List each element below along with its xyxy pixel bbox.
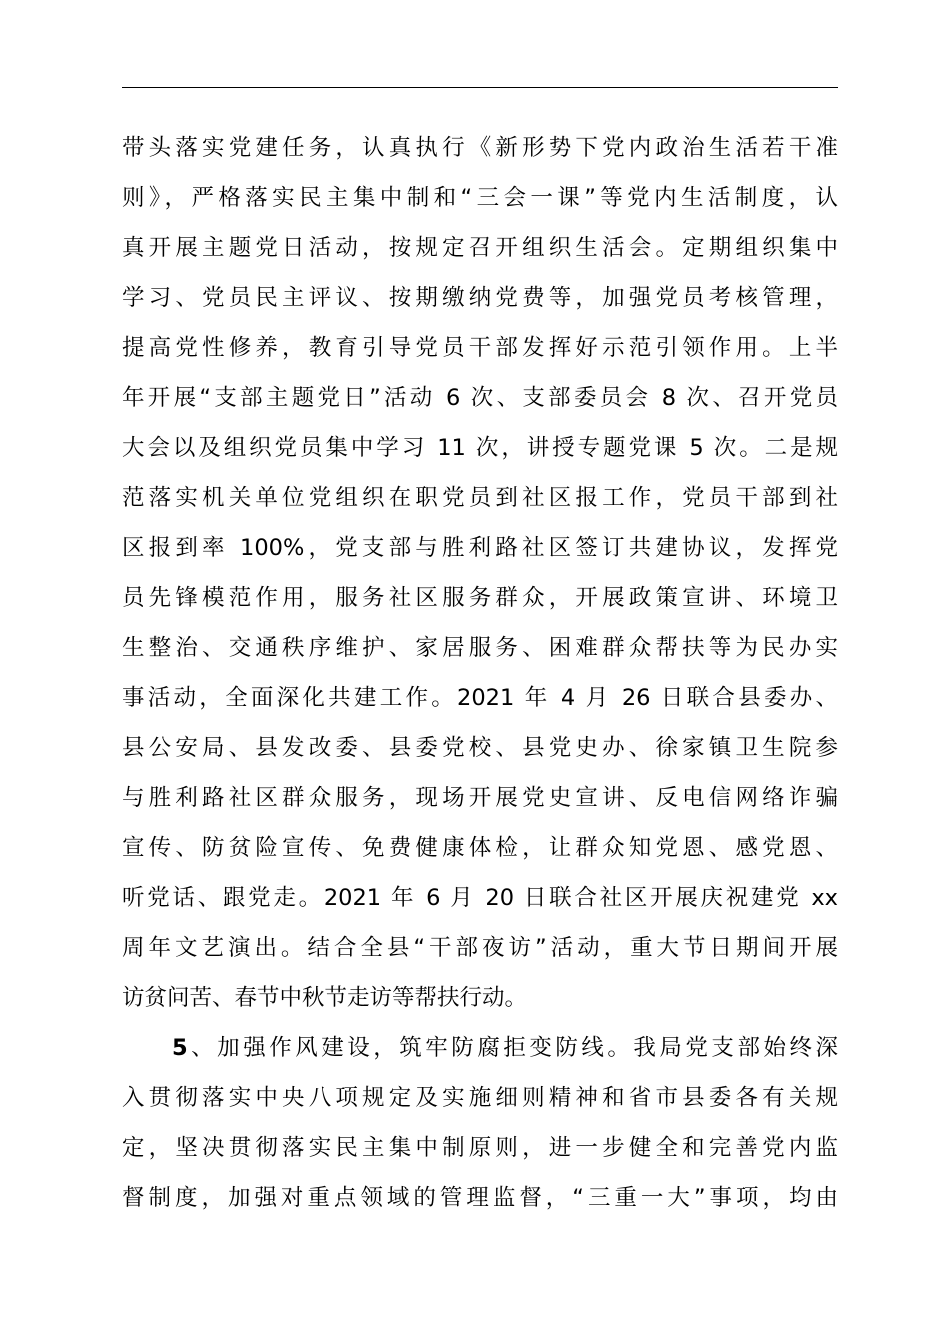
text-line: 县公安局、县发改委、县委党校、县党史办、徐家镇卫生院参 (122, 735, 838, 761)
text-line: 员先锋模范作用，服务社区服务群众，开展政策宣讲、环境卫 (122, 585, 838, 611)
body-text (122, 123, 838, 1223)
text-line: 定，坚决贯彻落实民主集中制原则，进一步健全和完善党内监 (122, 1135, 838, 1161)
text-line: 则》，严格落实民主集中制和“三会一课”等党内生活制度，认 (122, 185, 838, 211)
text-line: 宣传、防贫险宣传、免费健康体检，让群众知党恩、感党恩、 (122, 835, 838, 861)
text-line: 与胜利路社区群众服务，现场开展党史宣讲、反电信网络诈骗 (122, 785, 838, 811)
paragraph-1 (122, 123, 838, 1023)
text-line: 年开展“支部主题党日”活动 6 次、支部委员会 8 次、召开党员 (122, 385, 838, 411)
text-line: 访贫问苦、春节中秋节走访等帮扶行动。 (122, 985, 528, 1011)
header-rule (122, 87, 838, 88)
text-line: 大会以及组织党员集中学习 11 次，讲授专题党课 5 次。二是规 (122, 435, 838, 461)
text-line: 事活动，全面深化共建工作。2021 年 4 月 26 日联合县委办、 (122, 685, 838, 711)
text-line: 周年文艺演出。结合全县“干部夜访”活动，重大节日期间开展 (122, 935, 838, 961)
text-line: 真开展主题党日活动，按规定召开组织生活会。定期组织集中 (122, 235, 838, 261)
text-line: 带头落实党建任务，认真执行《新形势下党内政治生活若干准 (122, 135, 838, 161)
text-line: 范落实机关单位党组织在职党员到社区报工作，党员干部到社 (122, 485, 838, 511)
paragraph-2-first-line (122, 1023, 838, 1073)
text-line: 提高党性修养，教育引导党员干部发挥好示范引领作用。上半 (122, 335, 838, 361)
text-line: 入贯彻落实中央八项规定及实施细则精神和省市县委各有关规 (122, 1085, 838, 1111)
text-line: 区报到率 100%，党支部与胜利路社区签订共建协议，发挥党 (122, 535, 838, 561)
section-heading-text: 、加强作风建设，筑牢防腐拒变防线。我局党支部始终深 (187, 1035, 838, 1061)
paragraph-2 (122, 1023, 838, 1223)
text-line: 听党话、跟党走。2021 年 6 月 20 日联合社区开展庆祝建党 xx (122, 885, 838, 911)
text-line: 学习、党员民主评议、按期缴纳党费等，加强党员考核管理， (122, 285, 838, 311)
text-line: 生整治、交通秩序维护、家居服务、困难群众帮扶等为民办实 (122, 635, 838, 661)
section-number: 5 (172, 1035, 188, 1061)
text-line: 督制度，加强对重点领域的管理监督，“三重一大”事项，均由 (122, 1185, 838, 1211)
